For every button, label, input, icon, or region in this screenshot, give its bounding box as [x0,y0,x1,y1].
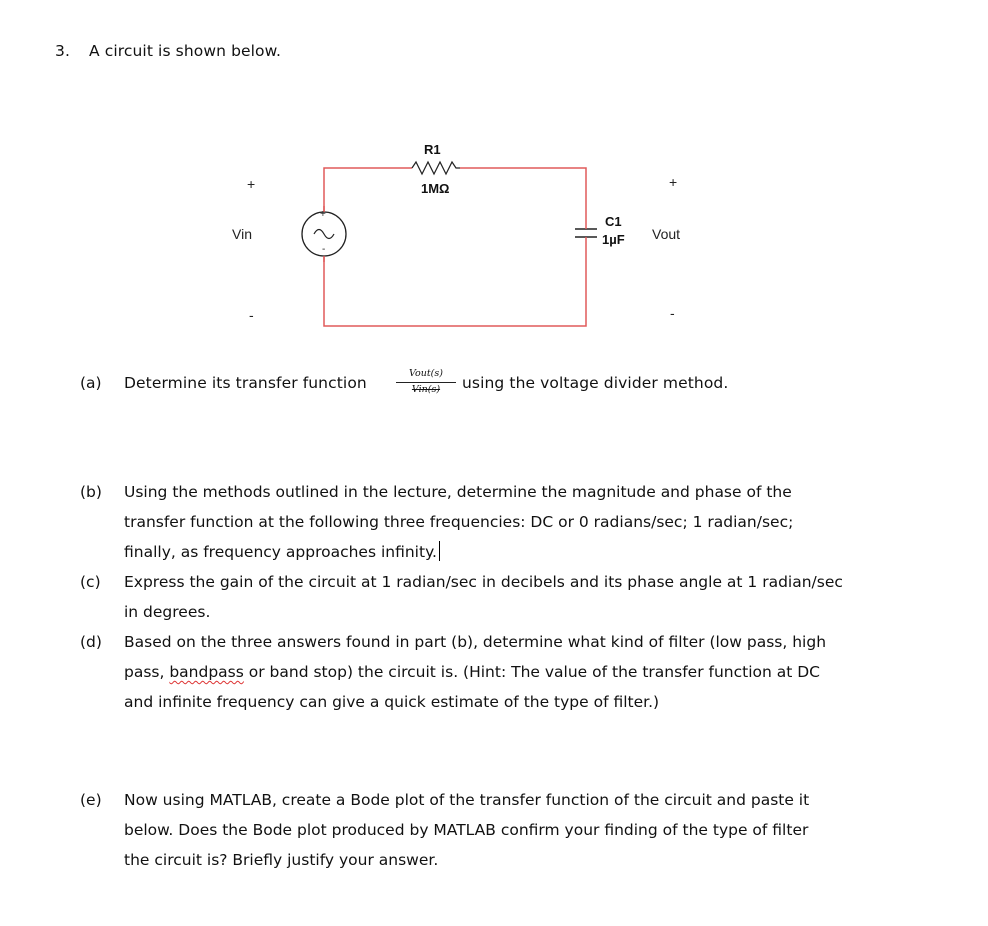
source-plus: + [320,209,326,220]
wire-right-bottom [324,242,586,326]
part-d-line-1: Based on the three answers found in part (b), determine what kind of filter (low pass, high [124,633,827,651]
c1-name: C1 [605,214,622,229]
part-c-label: (c) [80,573,101,591]
part-b-line-3: finally, as frequency approaches infinity. [124,537,924,567]
misspelled-word[interactable]: bandpass [169,663,244,681]
transfer-function-fraction [394,365,458,401]
vout-label: Vout [652,226,681,242]
part-c-text [124,567,924,627]
part-a-text-after: using the voltage divider method. [462,374,729,392]
part-e-line-3: the circuit is? Briefly justify your answer. [124,851,439,869]
r1-value: 1MΩ [421,181,450,196]
r1-name: R1 [424,142,441,157]
question-intro: A circuit is shown below. [89,42,282,60]
vin-label: Vin [232,226,252,242]
vout-minus: - [670,305,675,321]
vin-minus: - [249,307,254,323]
c1-value: 1µF [602,232,625,247]
part-e-line-1: Now using MATLAB, create a Bode plot of the transfer function of the circuit and paste it [124,791,810,809]
part-c-line-1: Express the gain of the circuit at 1 radian/sec in decibels and its phase angle at 1 radian/sec [124,573,843,591]
part-c-line-2: in degrees. [124,603,211,621]
resistor-r1 [412,162,460,174]
vout-plus: + [669,174,678,190]
question-number: 3. [55,42,70,60]
part-d-line-3: and infinite frequency can give a quick estimate of the type of filter.) [124,693,660,711]
source-minus: - [322,244,326,255]
part-b-line-2: transfer function at the following three frequencies: DC or 0 radians/sec; 1 radian/sec; [124,513,794,531]
fraction-denominator: Vin(s) [411,384,441,395]
part-b-text [124,477,924,567]
part-e-line-2: below. Does the Bode plot produced by MATLAB confirm your finding of the type of filter [124,821,809,839]
part-e-text [124,785,924,875]
fraction-numerator: Vout(s) [409,368,443,379]
part-d-line-2: pass, bandpass or band stop) the circuit is. (Hint: The value of the transfer function at DC [124,663,821,681]
wire-top-right [460,168,586,224]
part-a-text-before: Determine its transfer function [124,374,367,392]
part-d-label: (d) [80,633,102,651]
part-b-label: (b) [80,483,102,501]
part-e-label: (e) [80,791,102,809]
circuit-diagram [0,0,988,360]
wire-left-top [324,168,412,212]
text-cursor [439,541,441,561]
vin-plus: + [247,176,256,192]
part-b-line-1: Using the methods outlined in the lecture, determine the magnitude and phase of the [124,483,792,501]
part-d-text [124,627,924,717]
part-a-label: (a) [80,374,102,392]
